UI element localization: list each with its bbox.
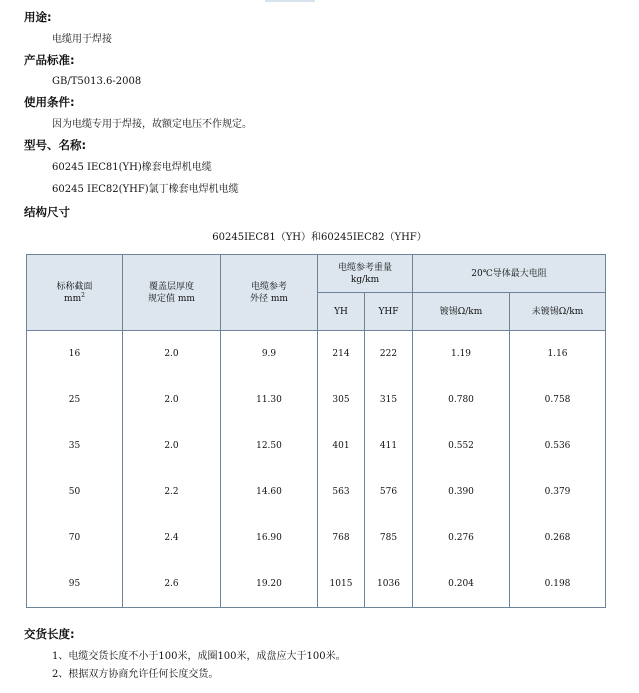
header-section-unit: mm — [64, 293, 82, 304]
table-row — [27, 561, 606, 608]
standard-heading: 产品标准: — [24, 53, 75, 67]
header-section-label: 标称截面 — [56, 281, 93, 292]
cell-tinned: 0.780 — [413, 377, 510, 423]
cell-yhf: 785 — [365, 515, 413, 561]
table-row — [27, 331, 606, 378]
header-weight-label: 电缆参考重量 — [338, 262, 393, 273]
cell-tinned: 1.19 — [413, 331, 510, 378]
header-section-sup: 2 — [81, 291, 85, 299]
cell-diameter: 19.20 — [221, 561, 318, 608]
delivery-item: 2、根据双方协商允许任何长度交货。 — [52, 669, 219, 680]
header-resistance: 20℃导体最大电阻 — [413, 255, 606, 293]
structure-heading: 结构尺寸 — [24, 205, 70, 219]
cell-thickness: 2.0 — [123, 331, 221, 378]
model-item: 60245 IEC82(YHF)氯丁橡套电焊机电缆 — [52, 184, 239, 195]
cell-untinned: 0.379 — [510, 469, 606, 515]
table-row — [27, 469, 606, 515]
header-diameter-sub: 外径 mm — [250, 293, 288, 304]
cell-yh: 214 — [318, 331, 365, 378]
cell-yhf: 1036 — [365, 561, 413, 608]
models-heading: 型号、名称: — [24, 138, 87, 152]
delivery-heading: 交货长度: — [24, 627, 75, 641]
cell-thickness: 2.0 — [123, 377, 221, 423]
cell-diameter: 14.60 — [221, 469, 318, 515]
header-section — [27, 255, 123, 331]
header-weight — [318, 255, 413, 293]
cell-tinned: 0.276 — [413, 515, 510, 561]
header-diameter-label: 电缆参考 — [250, 281, 287, 292]
cell-untinned: 1.16 — [510, 331, 606, 378]
header-diameter — [221, 255, 318, 331]
cell-tinned: 0.390 — [413, 469, 510, 515]
header-yh: YH — [318, 293, 365, 331]
table-row — [27, 515, 606, 561]
cell-untinned: 0.198 — [510, 561, 606, 608]
cell-tinned: 0.552 — [413, 423, 510, 469]
cell-yh: 401 — [318, 423, 365, 469]
standard-text: GB/T5013.6-2008 — [52, 76, 142, 87]
cell-tinned: 0.204 — [413, 561, 510, 608]
cell-thickness: 2.6 — [123, 561, 221, 608]
table-row — [27, 377, 606, 423]
delivery-item: 1、电缆交货长度不小于100米，成圈100米，成盘应大于100米。 — [52, 651, 346, 662]
usage-heading: 用途: — [24, 10, 52, 24]
cell-thickness: 2.2 — [123, 469, 221, 515]
cell-untinned: 0.758 — [510, 377, 606, 423]
cell-yhf: 411 — [365, 423, 413, 469]
table-caption: 60245IEC81（YH）和60245IEC82（YHF） — [212, 232, 427, 243]
cell-diameter: 12.50 — [221, 423, 318, 469]
cell-yhf: 222 — [365, 331, 413, 378]
cell-yh: 768 — [318, 515, 365, 561]
cell-section: 16 — [27, 331, 123, 378]
header-untinned: 未镀锡Ω/km — [510, 293, 606, 331]
cell-thickness: 2.4 — [123, 515, 221, 561]
header-thickness-label: 覆盖层厚度 — [148, 281, 194, 292]
header-thickness-sub: 规定值 mm — [148, 293, 195, 304]
cell-diameter: 16.90 — [221, 515, 318, 561]
cell-section: 95 — [27, 561, 123, 608]
cell-yh: 305 — [318, 377, 365, 423]
header-thickness — [123, 255, 221, 331]
header-weight-unit: kg/km — [350, 274, 380, 285]
cell-diameter: 11.30 — [221, 377, 318, 423]
header-yhf: YHF — [365, 293, 413, 331]
cell-yh: 1015 — [318, 561, 365, 608]
usage-text: 电缆用于焊接 — [52, 34, 112, 45]
cell-yh: 563 — [318, 469, 365, 515]
top-accent-bar — [265, 0, 315, 2]
header-tinned: 镀锡Ω/km — [413, 293, 510, 331]
cell-yhf: 315 — [365, 377, 413, 423]
conditions-text: 因为电缆专用于焊接，故额定电压不作规定。 — [52, 119, 252, 130]
cell-section: 25 — [27, 377, 123, 423]
cell-thickness: 2.0 — [123, 423, 221, 469]
table-row — [27, 423, 606, 469]
cell-untinned: 0.268 — [510, 515, 606, 561]
cell-section: 35 — [27, 423, 123, 469]
conditions-heading: 使用条件: — [24, 95, 75, 109]
spec-table — [26, 254, 606, 608]
cell-section: 70 — [27, 515, 123, 561]
cell-section: 50 — [27, 469, 123, 515]
cell-untinned: 0.536 — [510, 423, 606, 469]
model-item: 60245 IEC81(YH)橡套电焊机电缆 — [52, 162, 212, 173]
cell-yhf: 576 — [365, 469, 413, 515]
cell-diameter: 9.9 — [221, 331, 318, 378]
